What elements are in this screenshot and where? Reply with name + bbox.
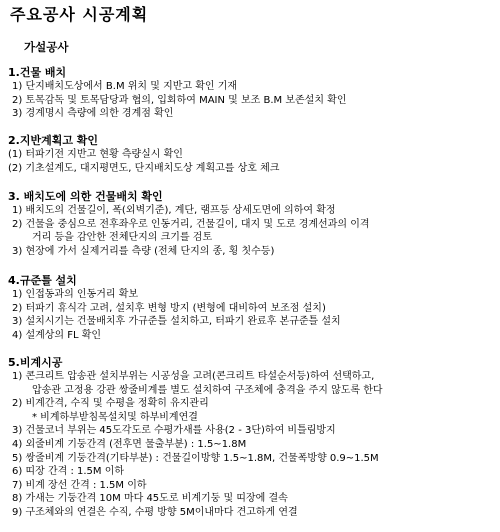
list-item: 3) 현장에 가서 실제거리를 측량 (전체 단지의 종, 횡 칫수등) bbox=[12, 245, 275, 257]
section-layout-check bbox=[0, 190, 500, 258]
section-scaffolding bbox=[0, 356, 500, 520]
section-building-layout bbox=[0, 66, 500, 121]
list-item: 3) 설치시기는 건물배치후 가규준틀 설치하고, 터파기 완료후 본규준틀 설치 bbox=[12, 316, 341, 328]
list-item: 1) 인접동과의 인동거리 확보 bbox=[12, 289, 139, 300]
list-item-continuation: 압송관 고정용 강관 쌍줄비계를 별도 설치하여 구조체에 충격을 주지 않도록 한다 bbox=[32, 384, 383, 396]
document-title: 주요공사 시공계획 bbox=[10, 5, 149, 24]
list-item: 2) 토목감독 및 토목담당과 협의, 입회하여 MAIN 및 보조 B.M 보존설치 확인 bbox=[12, 94, 347, 106]
list-item: 7) 비계 장선 간격 : 1.5M 이하 bbox=[12, 479, 147, 491]
list-item: 1) 콘크리트 압송관 설치부위는 시공성을 고려(콘크리트 타설순서등)하여 선택하고, bbox=[12, 371, 375, 382]
list-item: 1) 배치도의 건물길이, 폭(외벽기준), 계단, 램프등 상세도면에 의하여 확정 bbox=[12, 205, 336, 216]
section-ground-level bbox=[0, 134, 500, 175]
list-item: 2) 건물을 중심으로 전후좌우로 인동거리, 건물길이, 대지 및 도로 경계선과의 이격 bbox=[12, 218, 370, 230]
list-item: (2) 기초설계도, 대지평면도, 단지배치도상 계획고를 상호 체크 bbox=[8, 162, 280, 174]
list-item: 6) 띠장 간격 : 1.5M 이하 bbox=[12, 466, 125, 478]
list-item: (1) 터파기전 지반고 현황 측량실시 확인 bbox=[8, 149, 183, 160]
document-subtitle: 가설공사 bbox=[24, 40, 69, 54]
list-item: 4) 외줄비계 기둥간격 (전후면 물출부분) : 1.5~1.8M bbox=[12, 438, 247, 450]
list-item: 3) 건물코너 부위는 45도각도로 수평가새를 사용(2 - 3단)하여 비틀림방지 bbox=[12, 425, 336, 437]
list-item: 5) 쌍줄비계 기둥간격(기타부분) : 건물길이방향 1.5~1.8M, 건물폭방향 0.9~1.5M bbox=[12, 452, 379, 464]
list-item-continuation: 거리 등을 감안한 전체단지의 크기를 검토 bbox=[32, 232, 213, 244]
section-heading: 3. 배치도에 의한 건물배치 확인 bbox=[8, 190, 163, 203]
section-heading: 1.건물 배치 bbox=[8, 66, 67, 79]
list-item: 3) 경계명시 측량에 의한 경계점 확인 bbox=[12, 108, 174, 120]
list-item: 8) 가새는 기둥간격 10M 마다 45도로 비계기둥 및 띠장에 결속 bbox=[12, 493, 288, 505]
list-item: 2) 터파기 휴식각 고려, 설치후 변형 방지 (변형에 대비하여 보조점 설치) bbox=[12, 302, 326, 314]
list-item: 2) 비계간격, 수직 및 수평을 정확히 유지관리 bbox=[12, 398, 209, 410]
list-item: 9) 구조체와의 연결은 수직, 수평 방향 5M이내마다 견고하게 연결 bbox=[12, 506, 298, 518]
list-item-note: * 비계하부받침목설치및 하부비계연결 bbox=[32, 411, 198, 423]
section-heading: 5.비계시공 bbox=[8, 356, 63, 369]
section-heading: 4.규준틀 설치 bbox=[8, 274, 77, 287]
section-heading: 2.지반계획고 확인 bbox=[8, 134, 99, 147]
section-batter-boards bbox=[0, 274, 500, 342]
list-item: 4) 설계상의 FL 확인 bbox=[12, 329, 102, 341]
list-item: 1) 단지배치도상에서 B.M 위치 및 지반고 확인 기재 bbox=[12, 81, 238, 92]
